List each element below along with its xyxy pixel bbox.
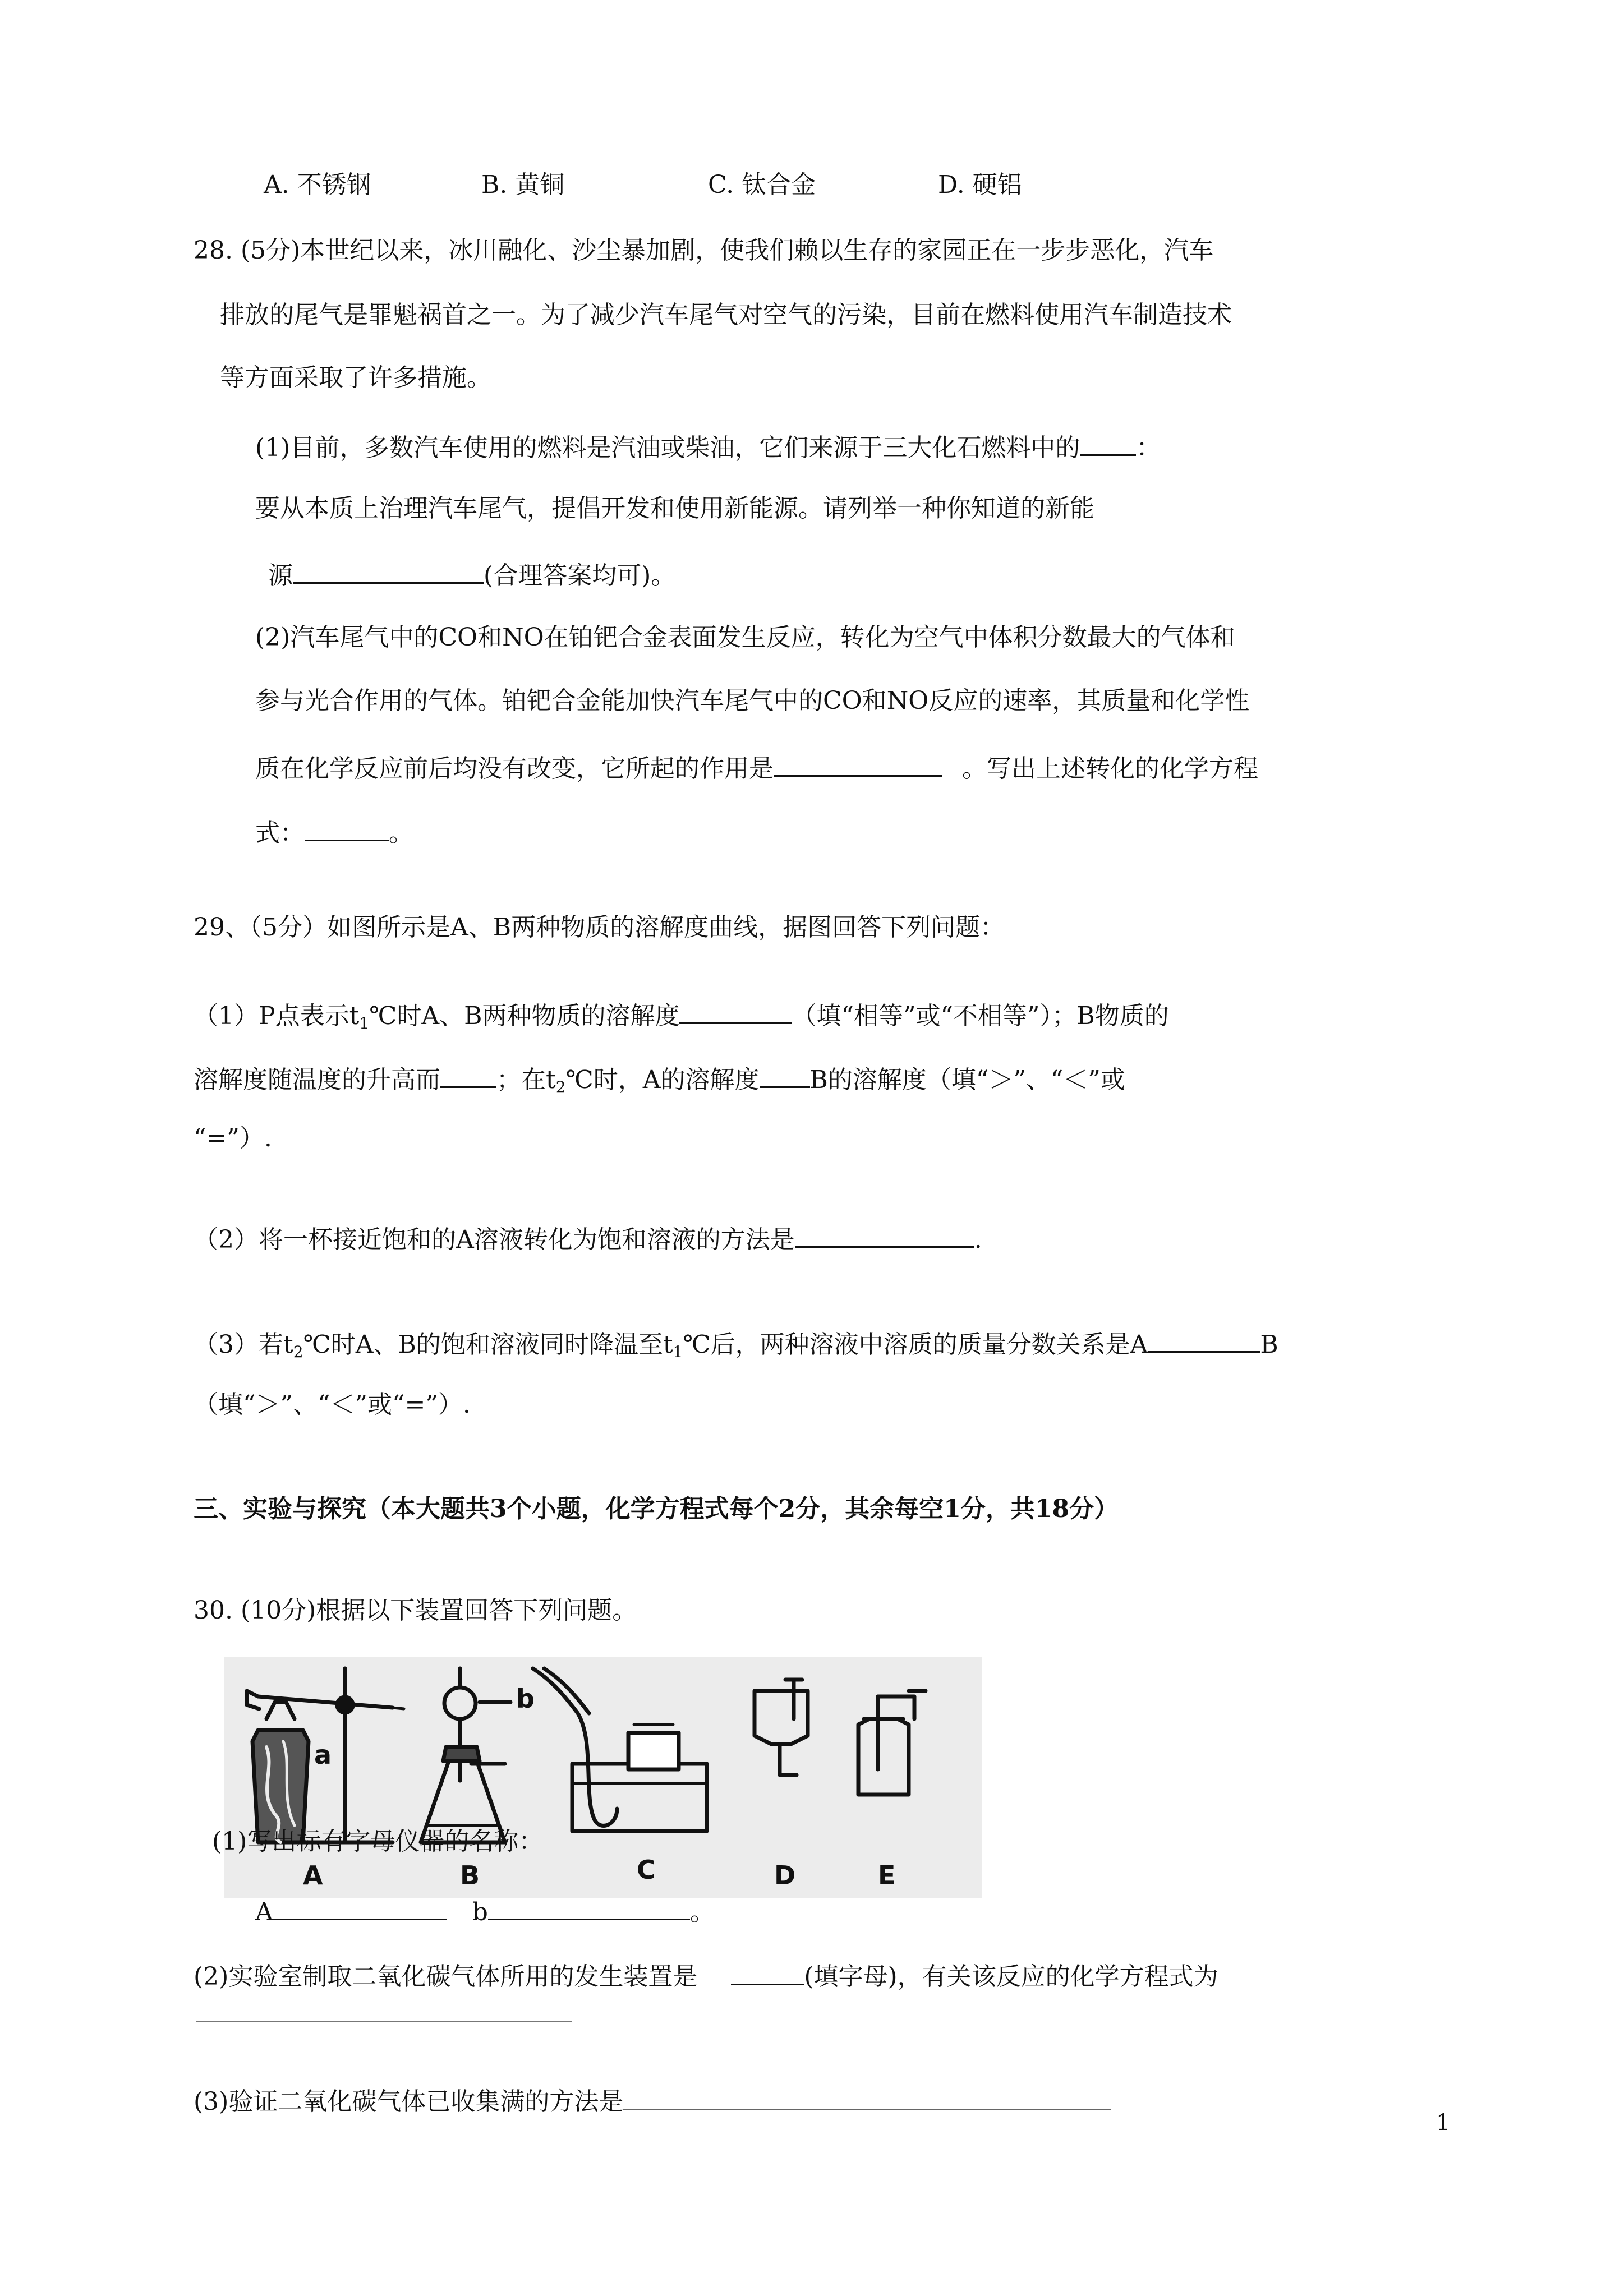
option-d: D. 硬铝 bbox=[938, 170, 1022, 199]
q29-p1-line2-c: ℃时，A的溶解度 bbox=[565, 1066, 760, 1094]
q28-part1-line3-end: (合理答案均可)。 bbox=[484, 561, 676, 590]
answer-blank-verify-method[interactable] bbox=[623, 2086, 1111, 2110]
q30-title: 30. (10分)根据以下装置回答下列问题。 bbox=[194, 1596, 637, 1625]
q28-part1-line3-start: 源 bbox=[268, 561, 293, 590]
q30-p2-text-b: (填字母)，有关该反应的化学方程式为 bbox=[804, 1962, 1218, 1991]
q29-p3-text-d: B bbox=[1260, 1330, 1278, 1359]
q30-part2 bbox=[194, 1961, 1218, 1989]
q28-part2-line2: 参与光合作用的气体。铂钯合金能加快汽车尾气中的CO和NO反应的速率，其质量和化学性 bbox=[255, 686, 1250, 715]
answer-blank-trend[interactable] bbox=[440, 1064, 496, 1088]
q29-p2-end: . bbox=[974, 1225, 982, 1254]
q29-part3-line2: （填“＞”、“＜”或“=”）. bbox=[194, 1390, 471, 1419]
apparatus-label-a-upper: A bbox=[303, 1860, 323, 1891]
answer-blank-instrument-b[interactable] bbox=[488, 1897, 690, 1920]
q30-part3 bbox=[194, 2086, 1111, 2114]
q29-title: 29、（5分）如图所示是A、B两种物质的溶解度曲线，据图回答下列问题： bbox=[194, 913, 1005, 942]
answer-blank-fossil-fuel[interactable] bbox=[1080, 432, 1136, 456]
option-c: C. 钛合金 bbox=[708, 170, 816, 199]
q28-part1-line3 bbox=[268, 560, 675, 588]
apparatus-d-drawing bbox=[755, 1680, 808, 1775]
q29-p1-line2-a: 溶解度随温度的升高而 bbox=[194, 1066, 440, 1094]
q28-part2-line3-end: 。写出上述转化的化学方程 bbox=[962, 754, 1258, 783]
apparatus-label-c: C bbox=[637, 1855, 656, 1885]
apparatus-label-e: E bbox=[878, 1860, 896, 1891]
q30-p1-label-b: b bbox=[472, 1898, 488, 1926]
answer-blank-mass-fraction[interactable] bbox=[1148, 1329, 1260, 1353]
q29-part2 bbox=[194, 1224, 982, 1252]
q28-part2-line1: (2)汽车尾气中的CO和NO在铂钯合金表面发生反应，转化为空气中体积分数最大的气体和 bbox=[255, 623, 1235, 652]
q29-part3-line1 bbox=[194, 1329, 1278, 1360]
page-number: 1 bbox=[1436, 2110, 1451, 2136]
q29-p2-text: （2）将一杯接近饱和的A溶液转化为饱和溶液的方法是 bbox=[194, 1225, 795, 1254]
q29-p3-text-b: ℃时A、B的饱和溶液同时降温至t bbox=[303, 1330, 673, 1359]
option-b: B. 黄铜 bbox=[481, 170, 565, 199]
q28-part1-text: (1)目前，多数汽车使用的燃料是汽油或柴油，它们来源于三大化石燃料中的 bbox=[255, 434, 1080, 462]
q29-p1-text-a: （1）P点表示t bbox=[194, 1002, 360, 1030]
lab-apparatus-figure bbox=[224, 1657, 982, 1898]
answer-blank-compare[interactable] bbox=[760, 1064, 810, 1088]
q29-p1-line2-d: B的溶解度（填“＞”、“＜”或 bbox=[809, 1066, 1125, 1094]
q28-line3: 等方面采取了许多措施。 bbox=[220, 363, 491, 392]
apparatus-label-b-upper: B bbox=[460, 1860, 480, 1891]
q28-line1: 28. (5分)本世纪以来，冰川融化、沙尘暴加剧，使我们赖以生存的家园正在一步步恶化，汽车 bbox=[194, 236, 1214, 265]
q29-part1-line3: “=”）. bbox=[194, 1124, 272, 1152]
q28-part2-line3 bbox=[255, 753, 1258, 781]
q29-part1-line2 bbox=[194, 1064, 1125, 1095]
apparatus-c-drawing bbox=[533, 1668, 707, 1831]
q28-part2-line4 bbox=[255, 817, 413, 846]
q28-part2-line4-end: 。 bbox=[389, 819, 413, 847]
q29-part1-line1 bbox=[194, 1000, 1169, 1031]
answer-line-equation-30[interactable] bbox=[196, 2021, 572, 2022]
q28-part1-line1 bbox=[255, 432, 1161, 460]
q28-part2-line3-start: 质在化学反应前后均没有改变，它所起的作用是 bbox=[255, 754, 774, 783]
q30-part1-answers bbox=[255, 1897, 715, 1925]
q29-p1-sub-t1: 1 bbox=[359, 1014, 370, 1032]
q29-p1-line2-b: ；在t bbox=[496, 1066, 556, 1094]
q30-p2-text-a: (2)实验室制取二氧化碳气体所用的发生装置是 bbox=[194, 1962, 698, 1991]
q30-p1-end: 。 bbox=[689, 1898, 715, 1926]
answer-blank-instrument-a[interactable] bbox=[273, 1897, 447, 1920]
q30-part1-prompt: (1)写出标有字母仪器的名称： bbox=[212, 1827, 544, 1856]
q29-p1-sub-t2: 2 bbox=[555, 1078, 566, 1096]
q29-p1-text-b: ℃时A、B两种物质的溶解度 bbox=[369, 1002, 680, 1030]
q29-p3-sub-t1: 1 bbox=[673, 1343, 683, 1361]
q28-part1-colon: ： bbox=[1136, 434, 1161, 462]
q30-p3-text: (3)验证二氧化碳气体已收集满的方法是 bbox=[194, 2087, 624, 2116]
apparatus-label-b-small: b bbox=[516, 1684, 535, 1714]
section3-heading: 三、实验与探究（本大题共3个小题，化学方程式每个2分，其余每空1分，共18分） bbox=[194, 1495, 1119, 1523]
answer-blank-equal[interactable] bbox=[679, 1000, 792, 1024]
answer-blank-saturate-method[interactable] bbox=[795, 1224, 974, 1248]
q28-part1-line2: 要从本质上治理汽车尾气，提倡开发和使用新能源。请列举一种你知道的新能 bbox=[255, 494, 1094, 523]
answer-blank-equation-28[interactable] bbox=[305, 817, 389, 841]
answer-blank-catalyst-role[interactable] bbox=[774, 753, 942, 777]
option-a: A. 不锈钢 bbox=[264, 170, 371, 199]
q29-p3-text-a: （3）若t bbox=[194, 1330, 293, 1359]
apparatus-label-a: a bbox=[314, 1740, 332, 1770]
q28-part2-line4-start: 式： bbox=[255, 819, 305, 847]
apparatus-b-drawing bbox=[421, 1668, 510, 1842]
q28-line2: 排放的尾气是罪魁祸首之一。为了减少汽车尾气对空气的污染，目前在燃料使用汽车制造技术 bbox=[220, 301, 1232, 329]
q29-p1-text-c: （填“相等”或“不相等”）；B物质的 bbox=[792, 1002, 1169, 1030]
apparatus-e-drawing bbox=[858, 1691, 926, 1795]
answer-blank-generator[interactable] bbox=[731, 1961, 804, 1985]
q30-p1-label-a: A bbox=[255, 1898, 273, 1926]
q29-p3-sub-t2: 2 bbox=[293, 1343, 303, 1361]
apparatus-label-d: D bbox=[774, 1860, 796, 1891]
answer-blank-new-energy[interactable] bbox=[293, 560, 484, 584]
q29-p3-text-c: ℃后，两种溶液中溶质的质量分数关系是A bbox=[683, 1330, 1148, 1359]
